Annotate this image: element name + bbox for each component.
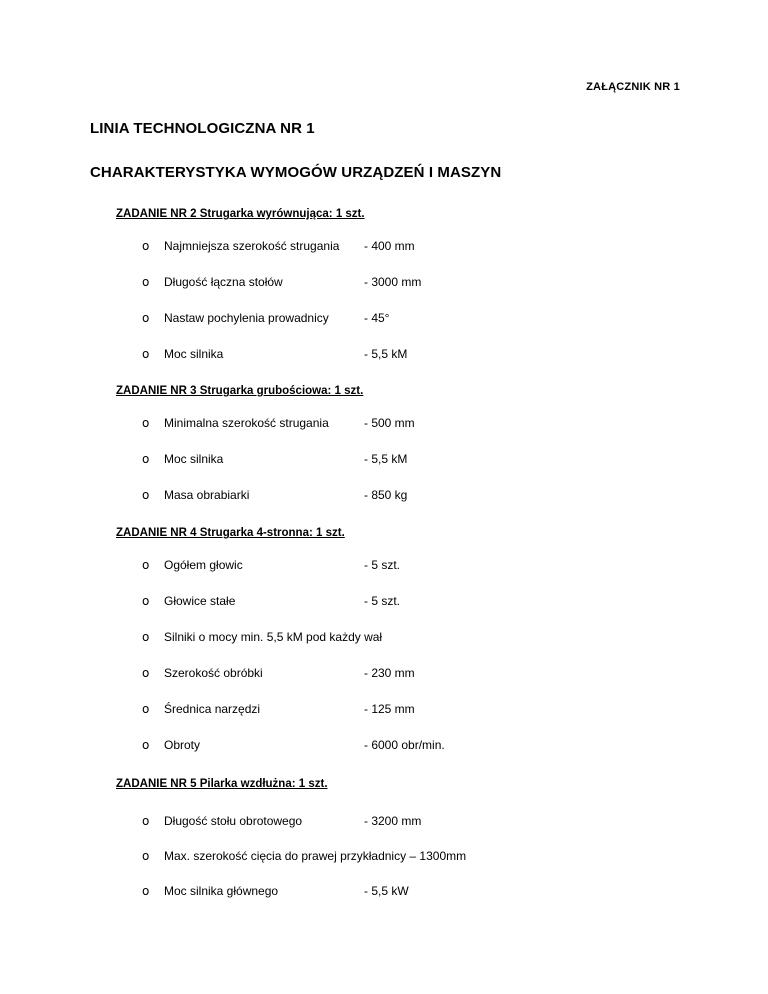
bullet-icon: o <box>142 558 150 572</box>
spec-label: Minimalna szerokość strugania <box>164 416 329 430</box>
spec-label: Ogółem głowic <box>164 558 243 572</box>
document-title: LINIA TECHNOLOGICZNA NR 1 <box>90 120 315 137</box>
spec-label: Silniki o mocy min. 5,5 kM pod każdy wał <box>164 630 383 644</box>
bullet-icon: o <box>142 311 150 325</box>
section-zadanie-4 <box>116 524 676 773</box>
list-item <box>116 310 676 346</box>
bullet-icon: o <box>142 488 150 502</box>
spec-value: - 3000 mm <box>364 275 422 289</box>
spec-label: Długość stołu obrotowego <box>164 814 303 828</box>
spec-label: Moc silnika głównego <box>164 884 279 898</box>
spec-list <box>116 400 676 523</box>
bullet-icon: o <box>142 630 150 644</box>
list-item <box>116 883 676 918</box>
section-heading: ZADANIE NR 3 Strugarka grubościowa: 1 szt. <box>116 385 364 397</box>
spec-value: - 5 szt. <box>364 594 401 608</box>
bullet-icon: o <box>142 416 150 430</box>
spec-value: - 6000 obr/min. <box>364 738 445 752</box>
list-item <box>116 487 676 523</box>
section-zadanie-3 <box>116 382 676 523</box>
list-item <box>116 274 676 310</box>
spec-label: Głowice stałe <box>164 594 236 608</box>
annex-label: ZAŁĄCZNIK NR 1 <box>586 81 680 93</box>
list-item <box>116 629 676 665</box>
bullet-icon: o <box>142 239 150 253</box>
spec-list <box>116 542 676 773</box>
bullet-icon: o <box>142 702 150 716</box>
bullet-icon: o <box>142 738 150 752</box>
list-item <box>116 593 676 629</box>
spec-label: Szerokość obróbki <box>164 666 263 680</box>
bullet-icon: o <box>142 666 150 680</box>
list-item <box>116 813 676 848</box>
document-subtitle: CHARAKTERYSTYKA WYMOGÓW URZĄDZEŃ I MASZYN <box>90 164 502 181</box>
spec-value: - 230 mm <box>364 666 415 680</box>
bullet-icon: o <box>142 884 150 898</box>
spec-value: - 5,5 kW <box>364 884 409 898</box>
spec-value: - 3200 mm <box>364 814 422 828</box>
section-heading: ZADANIE NR 4 Strugarka 4-stronna: 1 szt. <box>116 527 345 539</box>
section-heading: ZADANIE NR 2 Strugarka wyrównująca: 1 szt. <box>116 208 365 220</box>
spec-list <box>116 793 676 918</box>
list-item <box>116 701 676 737</box>
section-zadanie-2 <box>116 205 676 382</box>
list-item <box>116 665 676 701</box>
bullet-icon: o <box>142 452 150 466</box>
spec-label: Nastaw pochylenia prowadnicy <box>164 311 329 325</box>
list-item <box>116 848 676 883</box>
spec-value: - 850 kg <box>364 488 408 502</box>
spec-value: - 45° <box>364 311 390 325</box>
spec-label: Moc silnika <box>164 347 224 361</box>
list-item <box>116 346 676 382</box>
section-zadanie-5 <box>116 775 676 918</box>
bullet-icon: o <box>142 594 150 608</box>
list-item <box>116 238 676 274</box>
spec-value: - 5,5 kM <box>364 347 408 361</box>
spec-list <box>116 223 676 382</box>
spec-label: Masa obrabiarki <box>164 488 250 502</box>
spec-value: - 400 mm <box>364 239 415 253</box>
bullet-icon: o <box>142 347 150 361</box>
list-item <box>116 451 676 487</box>
bullet-icon: o <box>142 849 150 863</box>
spec-label: Długość łączna stołów <box>164 275 283 289</box>
spec-label: Obroty <box>164 738 201 752</box>
bullet-icon: o <box>142 814 150 828</box>
spec-value: - 5,5 kM <box>364 452 408 466</box>
bullet-icon: o <box>142 275 150 289</box>
section-heading: ZADANIE NR 5 Pilarka wzdłużna: 1 szt. <box>116 778 328 790</box>
spec-label: Najmniejsza szerokość strugania <box>164 239 340 253</box>
list-item <box>116 415 676 451</box>
list-item <box>116 737 676 773</box>
spec-label: Średnica narzędzi <box>164 702 261 716</box>
spec-label: Max. szerokość cięcia do prawej przykładnicy – 1300mm <box>164 849 467 863</box>
spec-label: Moc silnika <box>164 452 224 466</box>
spec-value: - 500 mm <box>364 416 415 430</box>
list-item <box>116 557 676 593</box>
spec-value: - 125 mm <box>364 702 415 716</box>
spec-value: - 5 szt. <box>364 558 401 572</box>
